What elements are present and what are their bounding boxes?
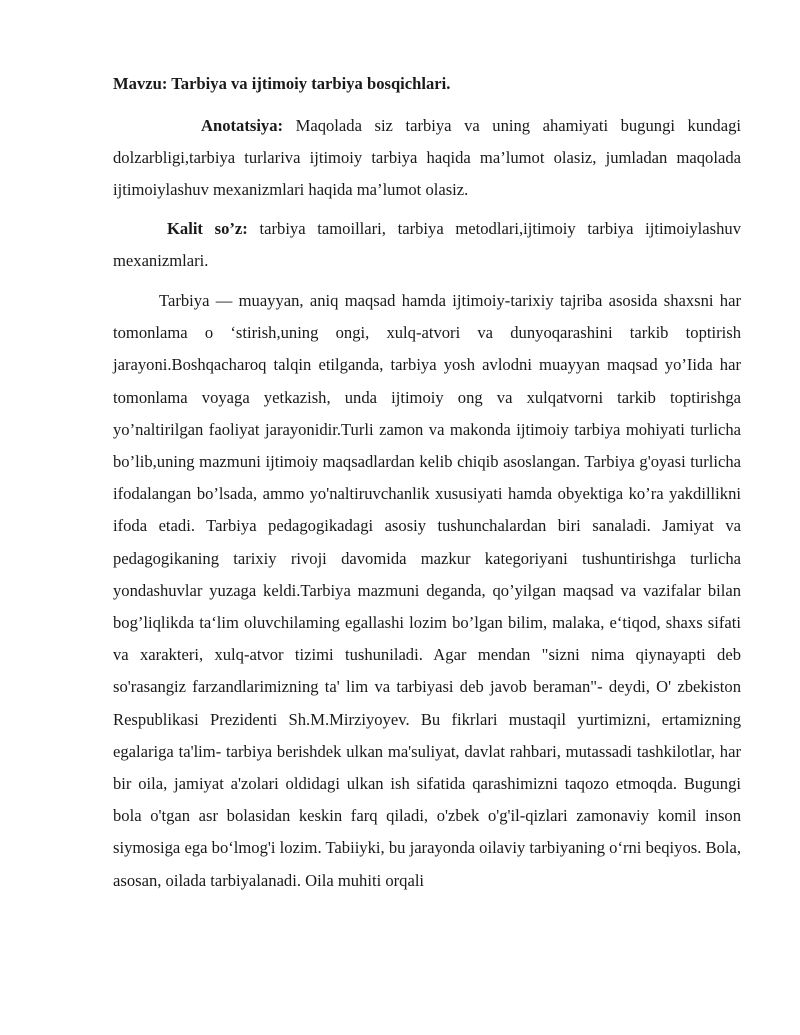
annotation-paragraph [113,110,741,207]
body-paragraph: Tarbiya — muayyan, aniq maqsad hamda ijtimoiy-tarixiy tajriba asosida shaxsni har tomonlama o ‘stirish,uning ongi, xulq-atvori va dunyoqarashini tarkib toptirish jarayoni.Boshqacharoq talqin etilganda, tarbiya yosh avlodni muayyan maqsad yo’Iida har tomonlama voyaga yetkazish, unda ijtimoiy ong va xulqatvorni tarkib toptirishga yo’naltirilgan faoliyat jarayonidir.Turli zamon va makonda ijtimoiy tarbiya mohiyati turlicha bo’lib,uning mazmuni ijtimoiy maqsadlardan kelib chiqib asoslangan. Tarbiya g'oyasi turlicha ifodalangan bo’lsada, ammo yo'naltiruvchanlik xususiyati hamda obyektiga ko’ra yakdillikni ifoda etadi. Tarbiya pedagogikadagi asosiy tushunchalardan biri sanaladi. Jamiyat va pedagogikaning tarixiy rivoji davomida mazkur kategoriyani tushuntirishga turlicha yondashuvlar yuzaga keldi.Tarbiya mazmuni deganda, qo’yilgan maqsad va vazifalar bilan bog’liqlikda ta‘lim oluvchilaming egallashi lozim bo’lgan bilim, malaka, e‘tiqod, shaxs sifati va xarakteri, xulq-atvor tizimi tushuniladi. Agar mendan "sizni nima qiynayapti deb so'rasangiz farzandlarimizning ta' lim va tarbiyasi deb javob beraman"- deydi, O' zbekiston Respublikasi Prezidenti Sh.M.Mirziyoyev. Bu fikrlari mustaqil yurtimizni, ertamizning egalariga ta'lim- tarbiya berishdek ulkan ma'suliyat, davlat rahbari, mutassadi tashkilotlar, har bir oila, jamiyat a'zolari oldidagi ulkan ish sifatida qarashimizni taqozo etmoqda. Bugungi bola o'tgan asr bolasidan keskin farq qiladi, o'zbek o'g'il-qizlari zamonaviy komil inson siymosiga ega bo‘lmog'i lozim. Tabiiyki, bu jarayonda oilaviy tarbiyaning o‘rni beqiyos. Bola, asosan, oilada tarbiyalanadi. Oila muhiti orqali [113,291,741,890]
annotation-text: Maqolada siz tarbiya va uning ahamiyati bugungi kundagi dolzarbligi,tarbiya turlariva ijtimoiy tarbiya haqida ma’lumot olasiz, jumladan maqolada ijtimoiylashuv mexanizmlari haqida ma’lumot olasiz. [113,116,741,200]
keywords-paragraph [113,213,741,277]
document-title: Mavzu: Tarbiya va ijtimoiy tarbiya bosqichlari. [113,74,451,93]
document-page [113,68,741,897]
keywords-label: Kalit so’z: [167,218,248,238]
keywords-text: tarbiya tamoillari, tarbiya metodlari,ijtimoiy tarbiya ijtimoiylashuv mexanizmlari. [113,218,741,270]
annotation-label: Anotatsiya: [201,116,284,135]
